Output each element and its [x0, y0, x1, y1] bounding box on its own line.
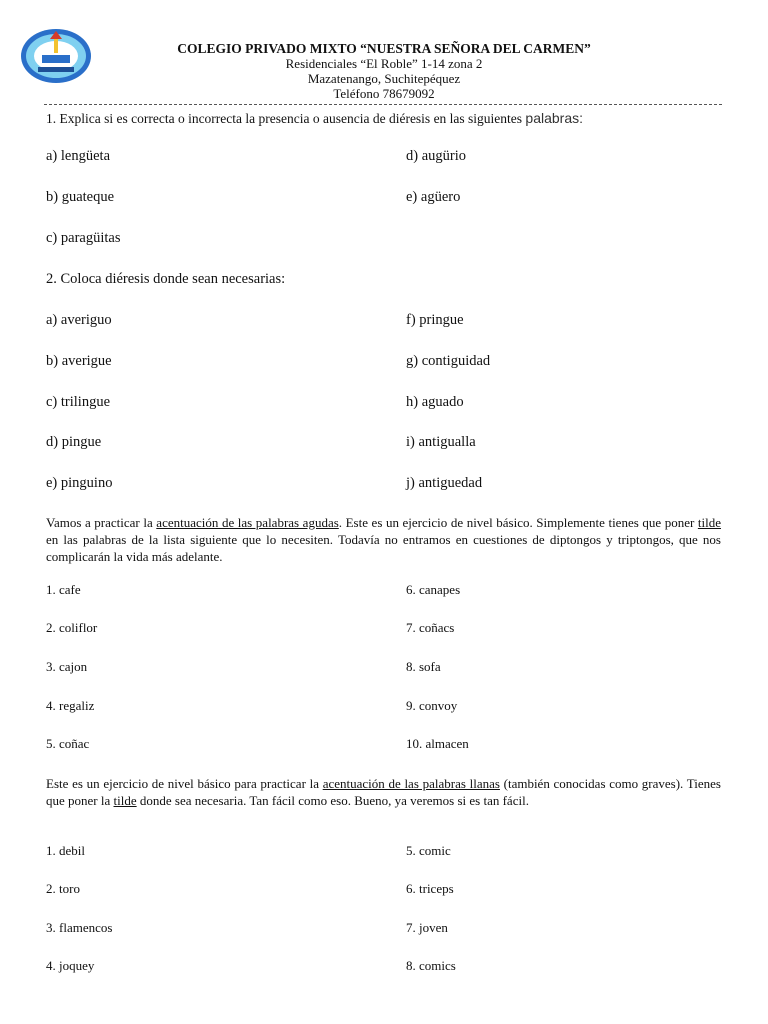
s4-item: 7. joven [406, 920, 448, 935]
s4-link-tilde[interactable]: tilde [113, 793, 137, 808]
s2-item: f) pringue [406, 312, 464, 328]
s3-text3: en las palabras de la lista siguiente que lo necesiten. Todavía no entramos en cuestiones de diptongos y triptongos, que nos complicarán la vida más adelante. [46, 532, 721, 564]
section2-title: 2. Coloca diéresis donde sean necesarias: [46, 271, 286, 287]
s1-item: d) augürio [406, 148, 466, 164]
school-address-line2: Mazatenango, Suchitepéquez [307, 71, 461, 86]
s2-item: a) averiguo [46, 312, 112, 328]
s2-item: j) antiguedad [406, 475, 483, 491]
s4-item: 8. comics [406, 958, 456, 973]
school-logo [20, 27, 92, 85]
s3-item: 6. canapes [406, 582, 461, 597]
s4-text1: Este es un ejercicio de nivel básico para practicar la [46, 776, 323, 791]
s3-item: 5. coñac [46, 736, 90, 751]
s4-item: 5. comic [406, 843, 451, 858]
section4-paragraph [46, 775, 721, 809]
s1-item: b) guateque [46, 189, 115, 205]
school-phone: Teléfono 78679092 [333, 86, 435, 101]
s4-item: 2. toro [46, 881, 80, 896]
s3-item: 9. convoy [406, 698, 458, 713]
s3-item: 8. sofa [406, 659, 441, 674]
s4-text3: donde sea necesaria. Tan fácil como eso. Bueno, ya veremos si es tan fácil. [136, 793, 529, 808]
section1-prefix: 1. Explica si es correcta o incorrecta la presencia o ausencia de diéresis en las siguientes [46, 111, 526, 126]
s3-item: 3. cajon [46, 659, 88, 674]
s2-item: c) trilingue [46, 394, 111, 410]
s4-item: 6. triceps [406, 881, 454, 896]
s4-link-llanas[interactable]: acentuación de las palabras llanas [322, 776, 500, 791]
s2-item: d) pingue [46, 434, 102, 450]
s4-item: 3. flamencos [46, 920, 113, 935]
school-address-line1: Residenciales “El Roble” 1-14 zona 2 [285, 56, 483, 71]
s3-item: 1. cafe [46, 582, 81, 597]
s2-item: b) averigue [46, 353, 112, 369]
s1-item: a) lengüeta [46, 148, 111, 164]
s4-item: 4. joquey [46, 958, 95, 973]
s3-item: 7. coñacs [406, 620, 455, 635]
school-name: COLEGIO PRIVADO MIXTO “NUESTRA SEÑORA DEL CARMEN” [177, 41, 591, 56]
section1-question [46, 110, 583, 127]
s2-item: i) antigualla [406, 434, 476, 450]
s3-item: 2. coliflor [46, 620, 98, 635]
s2-item: h) aguado [406, 394, 464, 410]
section1-word: palabras: [525, 110, 584, 126]
header-divider [44, 104, 722, 105]
s3-link-agudas[interactable]: acentuación de las palabras agudas [156, 515, 339, 530]
s1-item: c) paragüitas [46, 230, 121, 246]
s3-text1: Vamos a practicar la [46, 515, 157, 530]
s2-item: g) contiguidad [406, 353, 491, 369]
s3-item: 10. almacen [406, 736, 469, 751]
section3-paragraph [46, 514, 721, 565]
s3-item: 4. regaliz [46, 698, 95, 713]
s2-item: e) pinguino [46, 475, 113, 491]
s3-link-tilde[interactable]: tilde [697, 515, 721, 530]
school-header [90, 41, 678, 101]
s4-text2: (también conocidas como graves). Tienes que poner la [46, 776, 721, 808]
s3-text2: . Este es un ejercicio de nivel básico. Simplemente tienes que poner [338, 515, 698, 530]
s4-item: 1. debil [46, 843, 85, 858]
s1-item: e) agüero [406, 189, 461, 205]
